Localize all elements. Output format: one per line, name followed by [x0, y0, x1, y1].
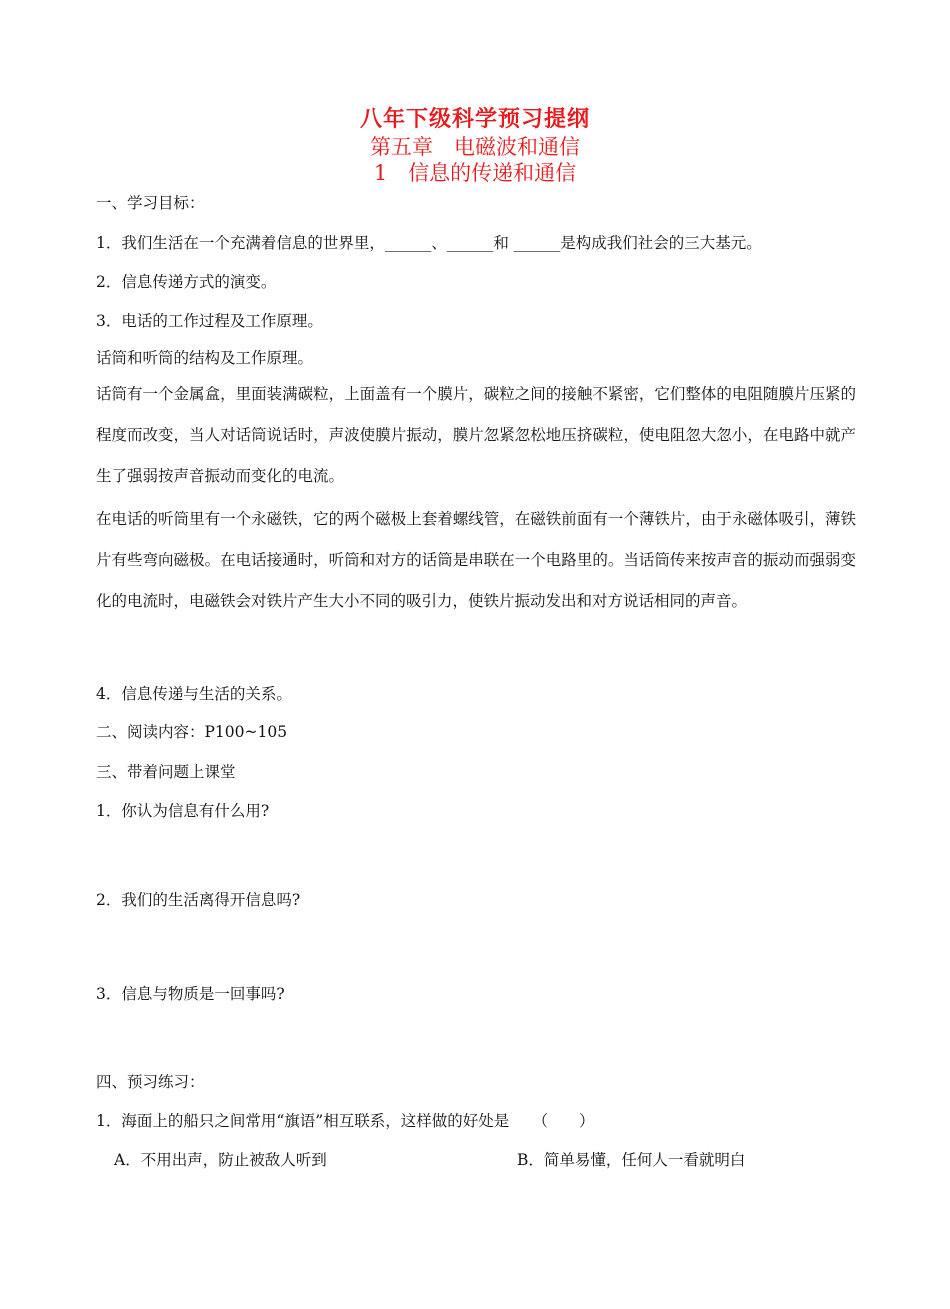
- chapter-title: 第五章 电磁波和通信: [370, 135, 580, 159]
- practice-option-a: A．不用出声，防止被敌人听到: [114, 1151, 327, 1169]
- question-3: 3．信息与物质是一回事吗?: [96, 985, 285, 1003]
- question-2: 2．我们的生活离得开信息吗?: [96, 891, 301, 909]
- question-1: 1．你认为信息有什么用?: [96, 802, 270, 820]
- document-title: 八年下级科学预习提纲: [359, 107, 590, 132]
- questions-heading: 三、带着问题上课堂: [96, 763, 236, 781]
- receiver-paragraph: 在电话的听筒里有一个永磁铁，它的两个磁极上套着螺线管，在磁铁前面有一个薄铁片，由于永磁体吸引，薄铁片有些弯向磁极。在电话接通时，听筒和对方的话筒是串联在一个电路里的。当话筒传来按声音的振动而强弱变化的电流时，电磁铁会对铁片产生大小不同的吸引力，使铁片振动发出和对方说话相同的声音。: [96, 510, 856, 610]
- practice-option-b: B．简单易懂，任何人一看就明白: [517, 1151, 746, 1169]
- goal-item-4: 4．信息传递与生活的关系。: [96, 685, 292, 703]
- learning-goals-heading: 一、学习目标：: [96, 194, 205, 212]
- section-title: 1 信息的传递和通信: [373, 161, 577, 185]
- practice-question-1: 1．海面上的船只之间常用“旗语”相互联系，这样做的好处是 （ ）: [96, 1112, 595, 1130]
- goal-item-3: 3．电话的工作过程及工作原理。: [96, 312, 323, 330]
- goal-item-2: 2．信息传递方式的演变。: [96, 273, 277, 291]
- goal-item-1: 1．我们生活在一个充满着信息的世界里，______、______和 ______是构成我们社会的三大基元。: [96, 234, 762, 252]
- practice-heading: 四、预习练习：: [96, 1073, 205, 1091]
- title-block: [0, 106, 950, 186]
- phone-structure-subheading: 话筒和听筒的结构及工作原理。: [96, 349, 314, 367]
- microphone-paragraph: 话筒有一个金属盒，里面装满碳粒，上面盖有一个膜片，碳粒之间的接触不紧密，它们整体的电阻随膜片压紧的程度而改变，当人对话筒说话时，声波使膜片振动，膜片忽紧忽松地压挤碳粒，使电阻忽大忽小，在电路中就产生了强弱按声音振动而变化的电流。: [96, 385, 856, 485]
- reading-heading: 二、阅读内容：P100~105: [96, 723, 288, 741]
